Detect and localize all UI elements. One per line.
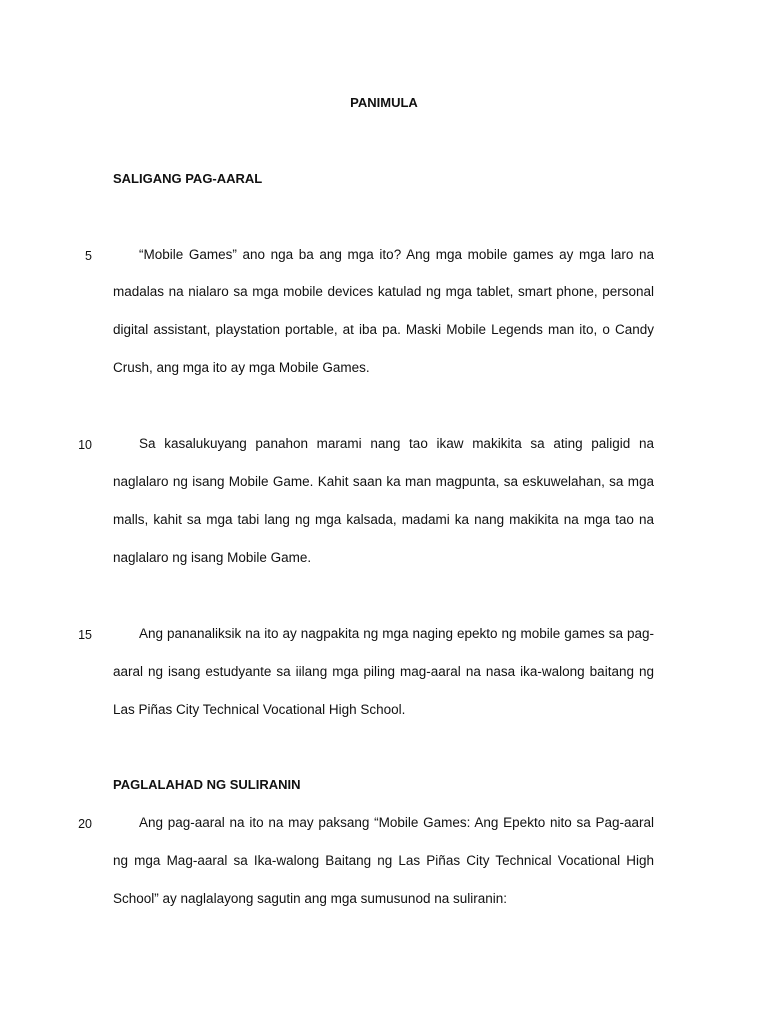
line-number: 15 [78, 628, 92, 642]
line-number: 20 [78, 817, 92, 831]
section-heading-saligang-pag-aaral: SALIGANG PAG-AARAL [113, 171, 263, 186]
paragraph-line: malls, kahit sa mga tabi lang ng mga kalsada, madami ka nang makikita na mga tao na [113, 512, 654, 527]
paragraph-line: naglalaro ng isang Mobile Game. [113, 550, 312, 565]
paragraph-line: Crush, ang mga ito ay mga Mobile Games. [113, 360, 370, 375]
line-number: 10 [78, 438, 92, 452]
paragraph-line: Ang pananaliksik na ito ay nagpakita ng mga naging epekto ng mobile games sa pag- [139, 626, 654, 641]
paragraph-line: School” ay naglalayong sagutin ang mga sumusunod na suliranin: [113, 891, 508, 906]
paragraph-line: “Mobile Games” ano nga ba ang mga ito? Ang mga mobile games ay mga laro na [139, 247, 654, 262]
section-heading-paglalahad-ng-suliranin: PAGLALAHAD NG SULIRANIN [113, 777, 301, 792]
paragraph-line: Ang pag-aaral na ito na may paksang “Mobile Games: Ang Epekto nito sa Pag-aaral [139, 815, 654, 830]
paragraph-line: naglalaro ng isang Mobile Game. Kahit saan ka man magpunta, sa eskuwelahan, sa mga [113, 474, 654, 489]
paragraph-line: aaral ng isang estudyante sa iilang mga piling mag-aaral na nasa ika-walong baitang ng [113, 664, 654, 679]
paragraph-line: madalas na nialaro sa mga mobile devices katulad ng mga tablet, smart phone, personal [113, 284, 654, 299]
line-number: 5 [85, 249, 92, 263]
paragraph-line: Las Piñas City Technical Vocational High School. [113, 702, 406, 717]
paragraph-line: Sa kasalukuyang panahon marami nang tao ikaw makikita sa ating paligid na [139, 436, 654, 451]
document-title: PANIMULA [350, 95, 418, 110]
paragraph-line: digital assistant, playstation portable, at iba pa. Maski Mobile Legends man ito, o Candy [113, 322, 654, 337]
paragraph-line: ng mga Mag-aaral sa Ika-walong Baitang ng Las Piñas City Technical Vocational High [113, 853, 654, 868]
